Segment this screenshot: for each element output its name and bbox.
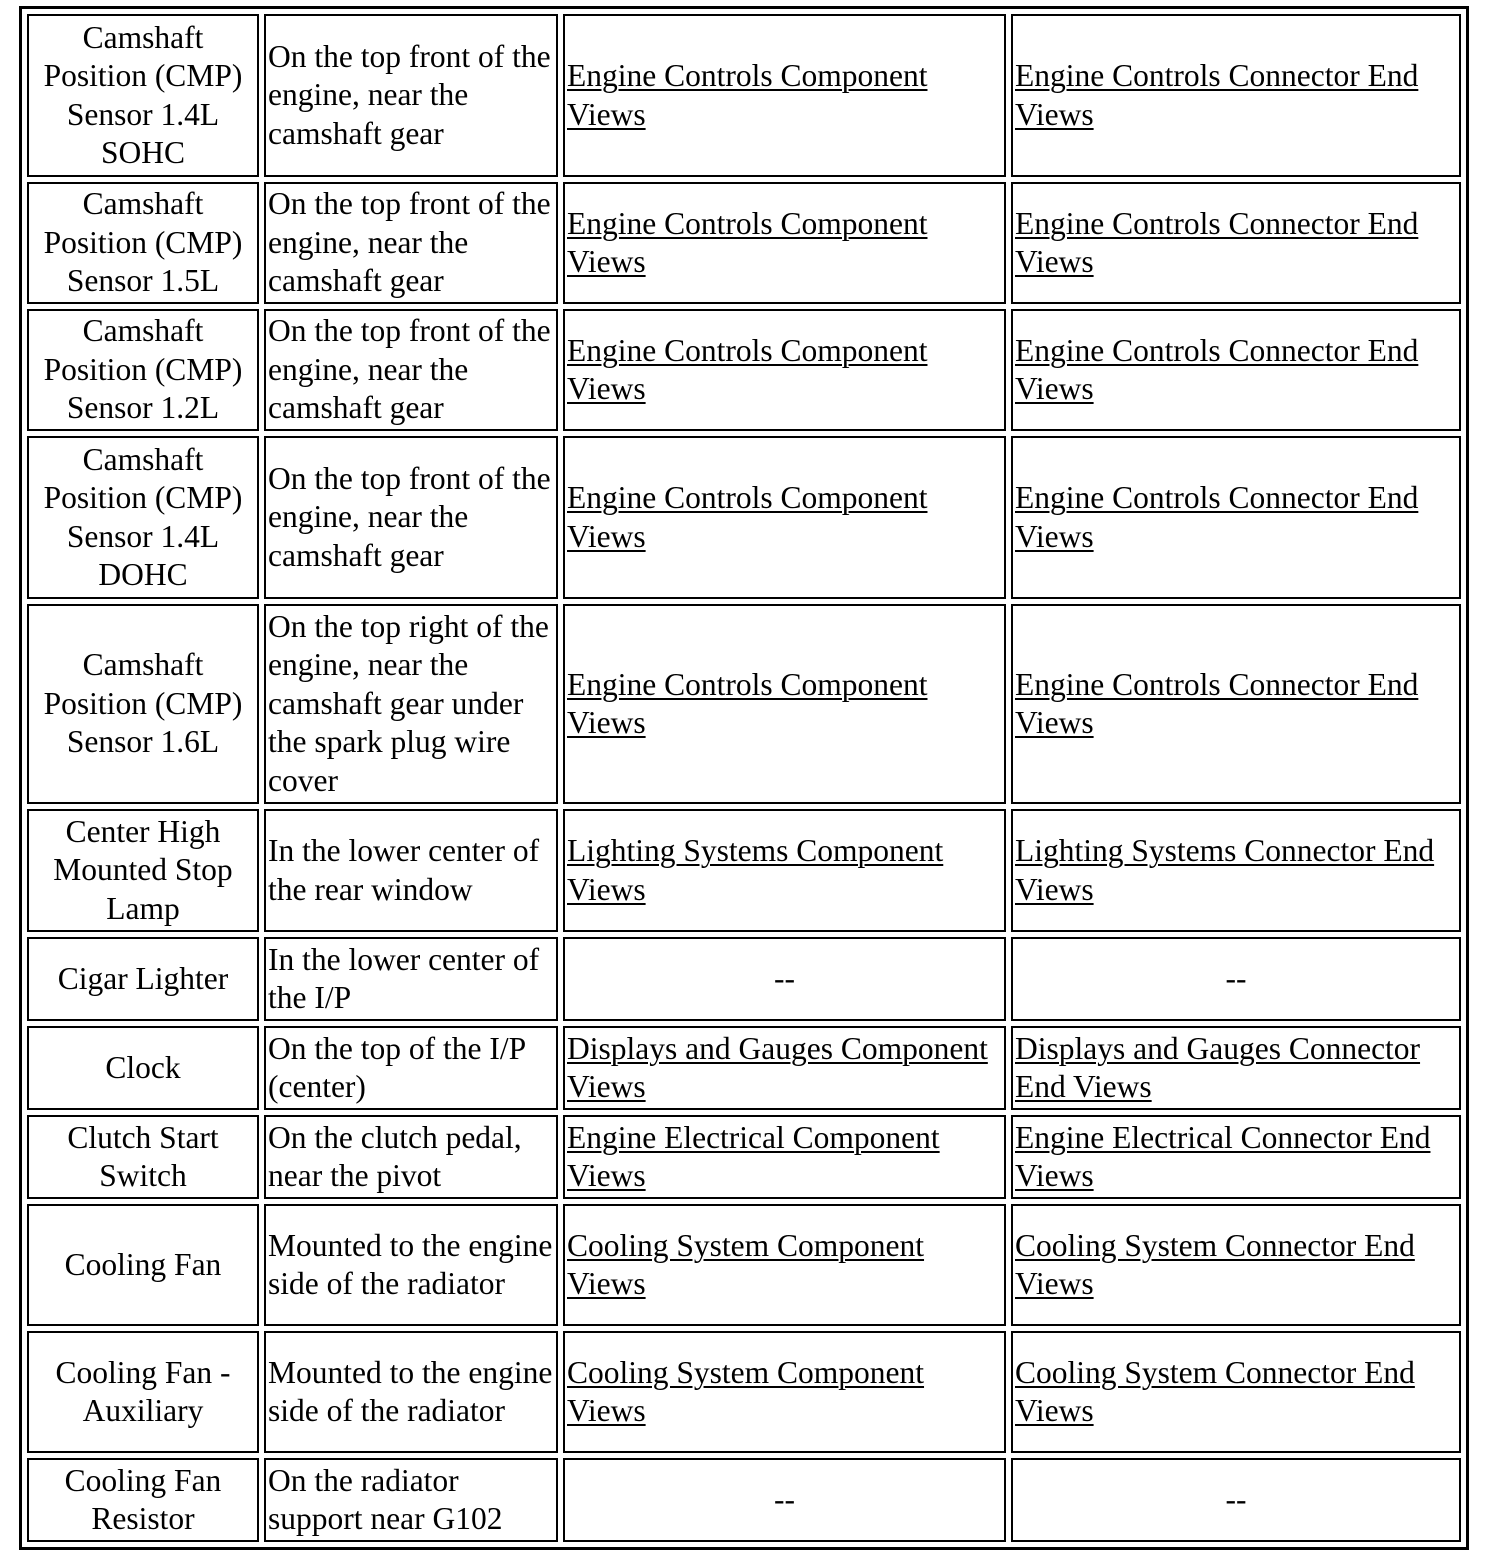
component-view-cell: -- [563,1458,1006,1542]
component-name: Camshaft Position (CMP) Sensor 1.2L [27,309,259,431]
table-row [27,809,1461,932]
component-view-cell [563,14,1006,177]
connector-end-view-link[interactable]: Engine Controls Connector End Views [1015,666,1419,740]
component-view-cell: -- [563,937,1006,1021]
component-location: On the clutch pedal, near the pivot [264,1115,558,1199]
component-view-link[interactable]: Displays and Gauges Component Views [567,1030,988,1104]
component-location: On the top front of the engine, near the camshaft gear [264,309,558,431]
component-view-link[interactable]: Engine Electrical Component Views [567,1119,940,1193]
component-view-link[interactable]: Engine Controls Component Views [567,666,928,740]
component-name: Camshaft Position (CMP) Sensor 1.6L [27,604,259,804]
table-row [27,14,1461,177]
table-row [27,309,1461,431]
connector-view-cell: -- [1011,1458,1461,1542]
component-location: In the lower center of the I/P [264,937,558,1021]
connector-end-view-link[interactable]: Engine Controls Connector End Views [1015,205,1419,279]
table-row [27,1331,1461,1453]
component-name: Center High Mounted Stop Lamp [27,809,259,932]
component-location: On the top front of the engine, near the camshaft gear [264,182,558,304]
component-location: Mounted to the engine side of the radiator [264,1331,558,1453]
component-view-cell [563,309,1006,431]
table-row [27,182,1461,304]
component-location: On the radiator support near G102 [264,1458,558,1542]
component-name: Camshaft Position (CMP) Sensor 1.5L [27,182,259,304]
component-view-cell [563,1115,1006,1199]
component-name: Cigar Lighter [27,937,259,1021]
connector-view-cell [1011,809,1461,932]
component-name: Clutch Start Switch [27,1115,259,1199]
component-locator-table-wrapper [19,6,1467,1550]
table-row [27,436,1461,599]
connector-end-view-link[interactable]: Cooling System Connector End Views [1015,1227,1415,1301]
connector-end-view-link[interactable]: Lighting Systems Connector End Views [1015,833,1435,907]
component-location: Mounted to the engine side of the radiator [264,1204,558,1326]
table-row [27,1458,1461,1542]
table-row [27,937,1461,1021]
table-row [27,604,1461,804]
connector-end-view-link[interactable]: Engine Controls Connector End Views [1015,480,1419,554]
connector-view-cell [1011,1026,1461,1110]
component-view-link[interactable]: Engine Controls Component Views [567,480,928,554]
component-locator-table [19,6,1469,1550]
component-view-link[interactable]: Engine Controls Component Views [567,332,928,406]
connector-end-view-link[interactable]: Displays and Gauges Connector End Views [1015,1030,1421,1104]
connector-view-cell [1011,1115,1461,1199]
component-view-cell [563,1331,1006,1453]
connector-view-cell [1011,436,1461,599]
component-name: Cooling Fan [27,1204,259,1326]
component-location: On the top right of the engine, near the camshaft gear under the spark plug wire cover [264,604,558,804]
table-row [27,1115,1461,1199]
component-location: On the top of the I/P (center) [264,1026,558,1110]
connector-end-view-link[interactable]: Engine Electrical Connector End Views [1015,1119,1431,1193]
component-location: In the lower center of the rear window [264,809,558,932]
component-location: On the top front of the engine, near the camshaft gear [264,436,558,599]
connector-view-cell [1011,1331,1461,1453]
table-row [27,1204,1461,1326]
connector-view-cell: -- [1011,937,1461,1021]
connector-view-cell [1011,14,1461,177]
component-view-cell [563,182,1006,304]
component-view-cell [563,1204,1006,1326]
component-location: On the top front of the engine, near the camshaft gear [264,14,558,177]
connector-view-cell [1011,182,1461,304]
component-name: Camshaft Position (CMP) Sensor 1.4L SOHC [27,14,259,177]
component-view-cell [563,436,1006,599]
component-view-cell [563,604,1006,804]
component-view-link[interactable]: Lighting Systems Component Views [567,833,944,907]
connector-end-view-link[interactable]: Engine Controls Connector End Views [1015,58,1419,132]
component-view-cell [563,809,1006,932]
component-name: Camshaft Position (CMP) Sensor 1.4L DOHC [27,436,259,599]
component-name: Cooling Fan - Auxiliary [27,1331,259,1453]
table-row [27,1026,1461,1110]
component-view-cell [563,1026,1006,1110]
component-view-link[interactable]: Cooling System Component Views [567,1227,925,1301]
component-name: Cooling Fan Resistor [27,1458,259,1542]
component-name: Clock [27,1026,259,1110]
connector-end-view-link[interactable]: Cooling System Connector End Views [1015,1354,1415,1428]
component-view-link[interactable]: Engine Controls Component Views [567,58,928,132]
component-view-link[interactable]: Engine Controls Component Views [567,205,928,279]
component-view-link[interactable]: Cooling System Component Views [567,1354,925,1428]
connector-view-cell [1011,309,1461,431]
connector-end-view-link[interactable]: Engine Controls Connector End Views [1015,332,1419,406]
connector-view-cell [1011,604,1461,804]
connector-view-cell [1011,1204,1461,1326]
